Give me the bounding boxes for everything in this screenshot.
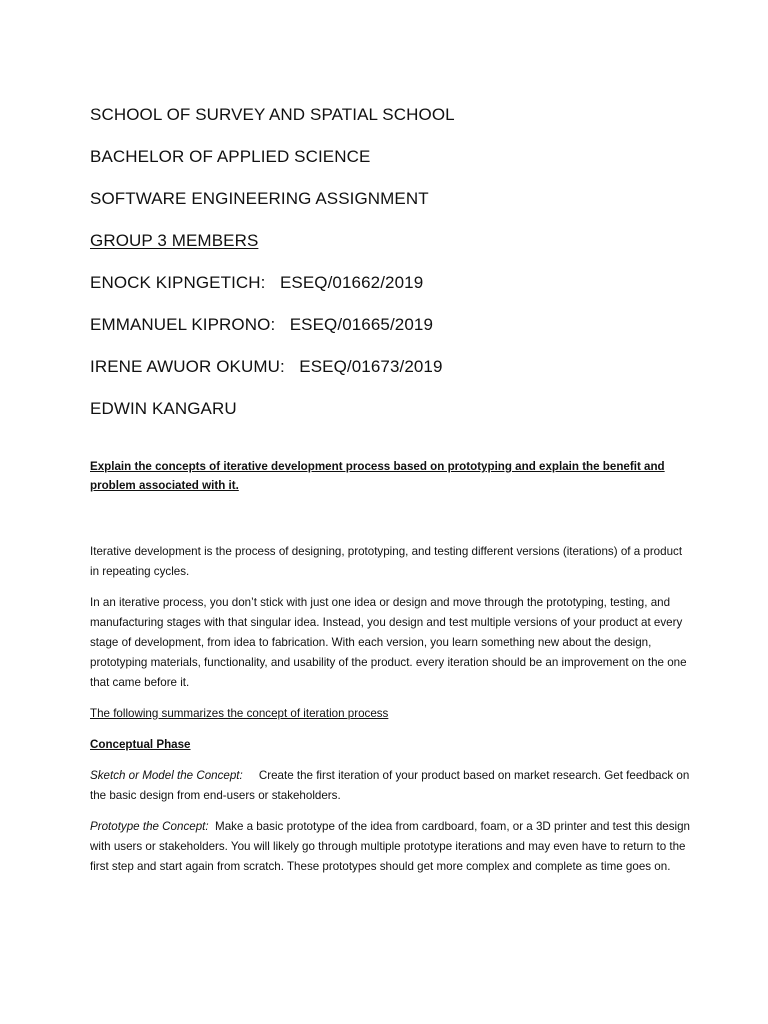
group-heading: GROUP 3 MEMBERS: [90, 231, 259, 250]
member-line: ENOCK KIPNGETICH: ESEQ/01662/2019: [90, 273, 424, 292]
school-heading: SCHOOL OF SURVEY AND SPATIAL SCHOOL: [90, 105, 455, 124]
step-text: Create the first iteration of your product based on market research. Get feedback on the basic design from end-users or stakeholders.: [90, 769, 693, 802]
step-label: Sketch or Model the Concept:: [90, 769, 243, 782]
degree-heading: BACHELOR OF APPLIED SCIENCE: [90, 147, 371, 166]
assignment-question: Explain the concepts of iterative development process based on prototyping and explain the benefit and problem associated with it.: [90, 460, 665, 492]
assignment-heading: SOFTWARE ENGINEERING ASSIGNMENT: [90, 189, 429, 208]
step-label: Prototype the Concept:: [90, 820, 209, 833]
summary-label: The following summarizes the concept of iteration process: [90, 707, 389, 720]
phase-title: Conceptual Phase: [90, 738, 191, 751]
process-paragraph: In an iterative process, you don’t stick with just one idea or design and move through the prototyping, testing, and manufacturing stages with that singular idea. Instead, you design and test multiple versions of your product at every stage of development, from idea to fabrication. With each version, you learn something new about the design, prototyping materials, functionality, and usability of the product. every iteration should be an improvement on the one that came before it.: [90, 596, 687, 689]
member-line: IRENE AWUOR OKUMU: ESEQ/01673/2019: [90, 357, 443, 376]
member-line: EDWIN KANGARU: [90, 399, 237, 418]
step-sketch: [90, 766, 693, 806]
member-line: EMMANUEL KIPRONO: ESEQ/01665/2019: [90, 315, 434, 334]
intro-paragraph: Iterative development is the process of designing, prototyping, and testing different versions (iterations) of a product in repeating cycles.: [90, 545, 683, 578]
document-content: [90, 104, 694, 888]
step-text: Make a basic prototype of the idea from cardboard, foam, or a 3D printer and test this design with users or stakeholders. You will likely go through multiple prototype iterations and may even have to return to the first step and start again from scratch. These prototypes should get more complex and complete as time goes on.: [90, 820, 694, 873]
step-prototype: [90, 817, 694, 877]
